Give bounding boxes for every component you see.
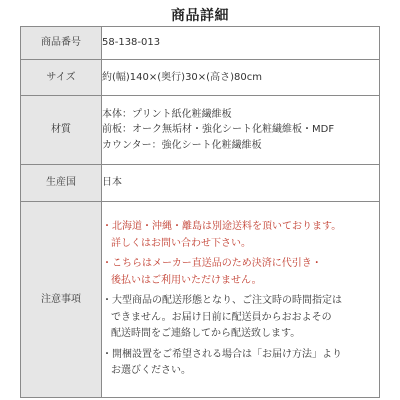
note-payment-restriction xyxy=(102,256,379,289)
value-product-number xyxy=(102,27,380,60)
value-size xyxy=(102,60,380,96)
section-title: 商品詳細 xyxy=(171,8,229,24)
label-product-number: 商品番号 xyxy=(21,27,102,60)
product-spec-table xyxy=(20,26,380,398)
label-country: 生産国 xyxy=(21,165,102,202)
note-shipping-extra xyxy=(102,219,379,252)
country-text: 日本 xyxy=(102,177,122,189)
note-line: できません。お届け日前に配送員からおおよその xyxy=(111,311,332,323)
note-line: ・こちらはメーカー直送品のため決済に代引き・ xyxy=(102,258,322,270)
spec-row-material xyxy=(21,96,380,165)
material-line: 前板：オーク無垢材・強化シート化粧繊維板・MDF xyxy=(102,124,335,136)
size-text: 約(幅)140×(奥行)30×(高さ)80cm xyxy=(102,71,262,83)
material-line: 本体：プリント紙化粧繊維板 xyxy=(102,108,232,120)
note-delivery-time xyxy=(102,293,379,343)
material-line: カウンター：強化シート化粧繊維板 xyxy=(102,139,262,151)
note-line: ・北海道・沖縄・離島は別途送料を頂いております。 xyxy=(102,221,342,233)
label-size: サイズ xyxy=(21,60,102,96)
value-notes xyxy=(102,202,380,398)
note-line: ・大型商品の配送形態となり、ご注文時の時間指定は xyxy=(102,295,342,307)
note-line: 後払いはご利用いただけません。 xyxy=(111,274,262,286)
spec-row-notes xyxy=(21,202,380,398)
spec-row-size xyxy=(21,60,380,96)
note-line: お選びください。 xyxy=(111,365,191,377)
value-material xyxy=(102,96,380,165)
note-line: 配送時間をご連絡してから配送致します。 xyxy=(111,328,301,340)
note-installation xyxy=(102,347,379,380)
spec-row-product-number xyxy=(21,27,380,60)
label-material: 材質 xyxy=(21,96,102,165)
product-number-text: 58-138-013 xyxy=(102,37,161,49)
note-line: ・開梱設置をご希望される場合は「お届け方法」より xyxy=(102,348,342,360)
value-country xyxy=(102,165,380,202)
spec-row-country xyxy=(21,165,380,202)
label-notes: 注意事項 xyxy=(21,202,102,398)
note-line: 詳しくはお問い合わせ下さい。 xyxy=(111,237,251,249)
